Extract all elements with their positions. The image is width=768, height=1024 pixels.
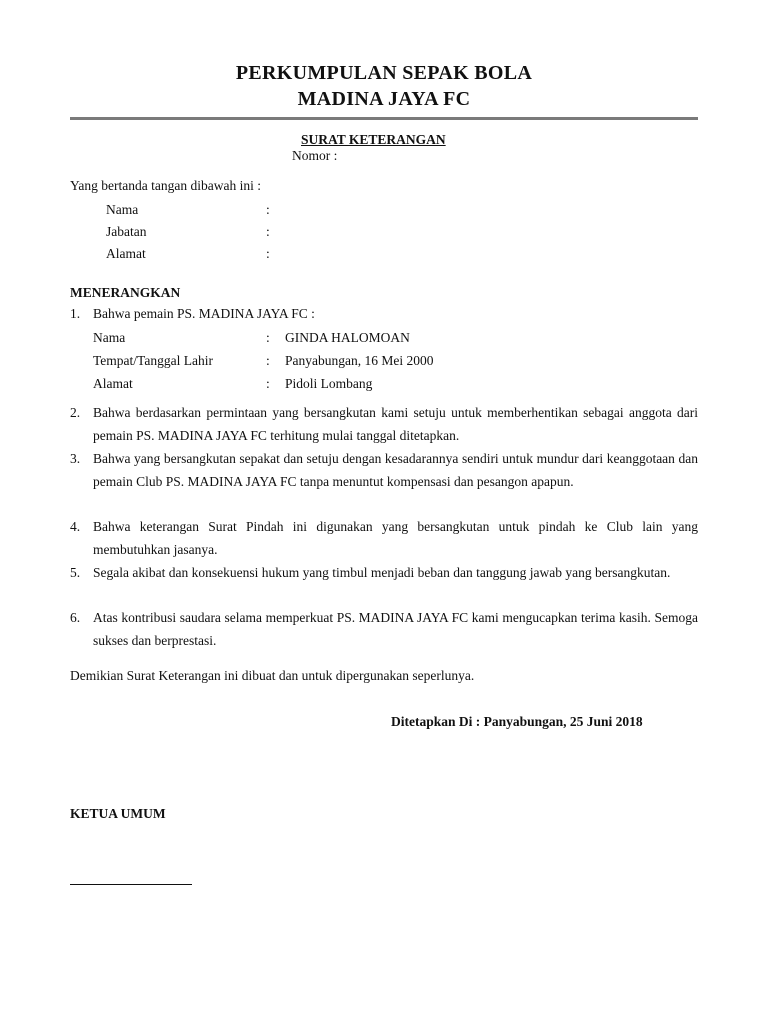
field-separator: :	[266, 330, 270, 345]
item-number: 1.	[70, 306, 81, 321]
item-text: Bahwa yang bersangkutan sepakat dan setuju dengan kesadarannya sendiri untuk mundur dari keanggotaan dan pemain Club PS. MADINA JAYA FC tanpa menuntut kompensasi dan pesangon apapun.	[93, 451, 698, 489]
field-value: GINDA HALOMOAN	[285, 330, 410, 345]
field-label: Jabatan	[106, 224, 147, 239]
item-number: 5.	[70, 565, 81, 580]
field-separator: :	[266, 224, 270, 239]
field-label: Alamat	[93, 376, 133, 391]
item-text: Bahwa berdasarkan permintaan yang bersangkutan kami setuju untuk memberhentikan sebagai anggota dari pemain PS. MADINA JAYA FC terhitung mulai tanggal ditetapkan.	[93, 405, 698, 443]
letterhead-line-2: MADINA JAYA FC	[297, 88, 471, 110]
item-text: Segala akibat dan konsekuensi hukum yang timbul menjadi beban dan tanggung jawab yang bersangkutan.	[93, 565, 671, 580]
field-value: Panyabungan, 16 Mei 2000	[285, 353, 434, 368]
closing-text: Demikian Surat Keterangan ini dibuat dan untuk dipergunakan seperlunya.	[70, 668, 475, 683]
item-text: Bahwa keterangan Surat Pindah ini digunakan yang bersangkutan untuk pindah ke Club lain yang membutuhkan jasanya.	[93, 519, 698, 557]
item-text: Atas kontribusi saudara selama memperkuat PS. MADINA JAYA FC kami mengucapkan terima kasih. Semoga sukses dan berprestasi.	[93, 610, 698, 648]
letterhead-divider	[70, 117, 698, 120]
document-title: SURAT KETERANGAN	[301, 132, 446, 147]
field-separator: :	[266, 202, 270, 217]
nomor-label: Nomor :	[292, 148, 338, 163]
menerangkan-heading: MENERANGKAN	[70, 285, 181, 300]
item-number: 6.	[70, 610, 81, 625]
letterhead-line-1: PERKUMPULAN SEPAK BOLA	[235, 62, 533, 84]
issued-place-date: Ditetapkan Di : Panyabungan, 25 Juni 2018	[391, 714, 643, 729]
field-separator: :	[266, 376, 270, 391]
field-label: Tempat/Tanggal Lahir	[93, 353, 213, 368]
item-number: 3.	[70, 451, 81, 466]
field-separator: :	[266, 246, 270, 261]
field-separator: :	[266, 353, 270, 368]
intro-text: Yang bertanda tangan dibawah ini :	[70, 178, 261, 193]
item-number: 2.	[70, 405, 81, 420]
signatory-title: KETUA UMUM	[70, 806, 166, 821]
item-text: Bahwa pemain PS. MADINA JAYA FC :	[93, 306, 315, 321]
signature-line	[70, 884, 192, 885]
field-label: Alamat	[106, 246, 146, 261]
field-value: Pidoli Lombang	[285, 376, 373, 391]
item-number: 4.	[70, 519, 81, 534]
field-label: Nama	[93, 330, 126, 345]
field-label: Nama	[106, 202, 139, 217]
